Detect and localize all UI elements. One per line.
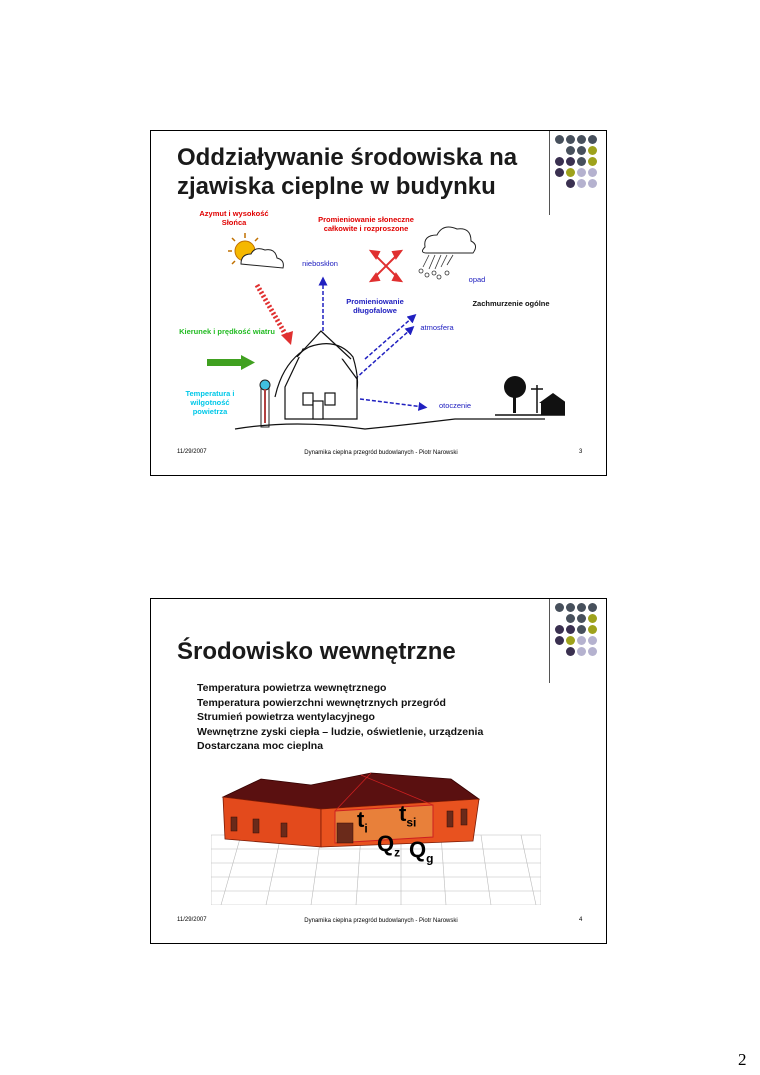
decor-dot bbox=[588, 135, 597, 144]
decor-dot bbox=[566, 135, 575, 144]
decor-dot bbox=[588, 168, 597, 177]
decor-dot bbox=[566, 146, 575, 155]
bullet-item: Strumień powietrza wentylacyjnego bbox=[197, 711, 375, 723]
decor-dot bbox=[577, 614, 586, 623]
decor-dot bbox=[577, 157, 586, 166]
label-wind: Kierunek i prędkość wiatru bbox=[179, 327, 275, 336]
decor-dot bbox=[555, 135, 564, 144]
decor-dot bbox=[588, 157, 597, 166]
decor-dot bbox=[588, 625, 597, 634]
label-cloud-cover: Zachmurzenie ogólne bbox=[472, 299, 550, 308]
label-tsi: $t_{si}$ bbox=[399, 801, 417, 830]
label-precipitation: opad bbox=[468, 275, 486, 284]
building-render-image bbox=[211, 765, 541, 905]
decor-dot-grid bbox=[555, 135, 603, 205]
bullet-item: Dostarczana moc cieplna bbox=[197, 740, 324, 752]
rain-cloud-icon bbox=[419, 227, 476, 279]
page-number: 2 bbox=[738, 1050, 747, 1069]
sun-icon bbox=[228, 233, 283, 268]
decor-dot-grid bbox=[555, 603, 603, 673]
label-solar-radiation: Promieniowanie słoneczne całkowite i rozproszone bbox=[318, 215, 414, 233]
slide-title: Środowisko wewnętrzne bbox=[177, 638, 456, 665]
footer-slide-number: 3 bbox=[579, 449, 583, 455]
decor-dot bbox=[577, 603, 586, 612]
title-divider bbox=[549, 131, 550, 215]
footer-course: Dynamika cieplna przegród budowlanych - Piotr Narowski bbox=[304, 918, 458, 924]
decor-dot bbox=[588, 647, 597, 656]
label-atmosphere: atmosfera bbox=[420, 323, 454, 332]
label-ti: $t_i$ bbox=[357, 807, 368, 836]
label-longwave-radiation: Promieniowanie długofalowe bbox=[346, 297, 404, 315]
footer-date: 11/29/2007 bbox=[177, 449, 207, 455]
decor-dot bbox=[555, 603, 564, 612]
decor-dot bbox=[588, 146, 597, 155]
decor-dot bbox=[566, 647, 575, 656]
decor-dot bbox=[577, 636, 586, 645]
decor-dot bbox=[555, 636, 564, 645]
tree-and-house-icon bbox=[495, 376, 565, 415]
environment-diagram bbox=[175, 209, 565, 439]
solar-ray-arrow bbox=[257, 285, 293, 345]
slide-title: Oddziaływanie środowiska na zjawiska cieplne w budynku bbox=[177, 144, 518, 200]
label-sun-azimuth: Azymut i wysokość Słońca bbox=[199, 209, 269, 227]
decor-dot bbox=[555, 625, 564, 634]
decor-dot bbox=[577, 146, 586, 155]
bullet-item: Wewnętrzne zyski ciepła – ludzie, oświetlenie, urządzenia bbox=[197, 725, 484, 738]
floor-grid bbox=[211, 835, 541, 905]
decor-dot bbox=[566, 636, 575, 645]
label-surroundings: otoczenie bbox=[438, 401, 472, 410]
bullet-item: Temperatura powierzchni wewnętrznych przegród bbox=[197, 696, 446, 709]
footer-course: Dynamika cieplna przegród budowlanych - Piotr Narowski bbox=[304, 450, 458, 456]
bullet-list bbox=[197, 681, 483, 754]
slide-3 bbox=[150, 130, 607, 476]
thermometer-icon bbox=[260, 380, 270, 427]
decor-dot bbox=[566, 168, 575, 177]
label-air-temperature: Temperatura i wilgotność powietrza bbox=[185, 389, 235, 416]
decor-dot bbox=[555, 157, 564, 166]
decor-dot bbox=[588, 614, 597, 623]
decor-dot bbox=[566, 625, 575, 634]
label-qz: $Q_z$ bbox=[377, 831, 401, 860]
decor-dot bbox=[566, 614, 575, 623]
building-render bbox=[211, 765, 541, 905]
decor-dot bbox=[588, 636, 597, 645]
decor-dot bbox=[566, 157, 575, 166]
slide-4 bbox=[150, 598, 607, 944]
decor-dot bbox=[555, 168, 564, 177]
decor-dot bbox=[577, 168, 586, 177]
bullet-item: Temperatura powietrza wewnętrznego bbox=[197, 682, 387, 694]
decor-dot bbox=[577, 625, 586, 634]
decor-dot bbox=[588, 179, 597, 188]
label-sky: nieboskłon bbox=[302, 259, 338, 268]
footer-date: 11/29/2007 bbox=[177, 917, 207, 923]
decor-dot bbox=[588, 603, 597, 612]
footer-slide-number: 4 bbox=[579, 917, 583, 923]
decor-dot bbox=[566, 603, 575, 612]
title-divider bbox=[549, 599, 550, 683]
decor-dot bbox=[577, 179, 586, 188]
diffuse-radiation-arrows-icon bbox=[371, 251, 401, 281]
decor-dot bbox=[566, 179, 575, 188]
label-qg: $Q_g$ bbox=[409, 837, 434, 866]
decor-dot bbox=[577, 647, 586, 656]
wind-arrow bbox=[207, 355, 255, 370]
decor-dot bbox=[577, 135, 586, 144]
